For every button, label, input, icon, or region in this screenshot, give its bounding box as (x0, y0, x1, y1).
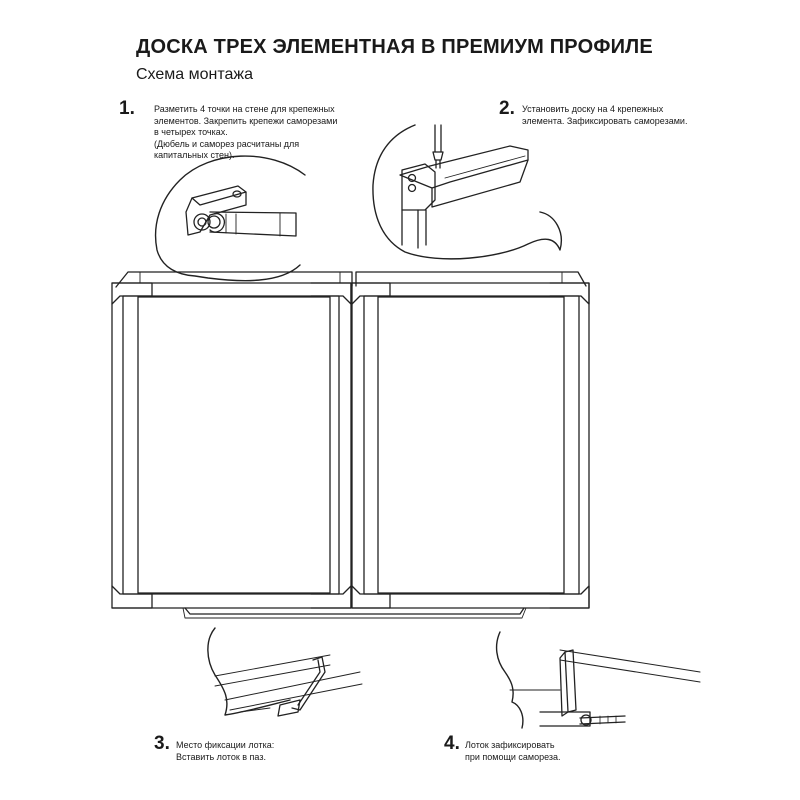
step-4-number: 4. (444, 733, 460, 754)
step-1-number: 1. (119, 98, 135, 119)
step-4-text: Лоток зафиксировать при помощи самореза. (465, 740, 561, 762)
callout-bubble (156, 156, 305, 281)
step-3-callout-tray-slot (208, 628, 362, 716)
step-1-text: Разметить 4 точки на стене для крепежных элементов. Закрепить крепежи саморезами в четырех точках. (Дюбель и саморез расчитаны для капитальных стен). (154, 104, 338, 160)
step-1-callout-bracket (156, 156, 305, 281)
marker-tray (185, 608, 524, 614)
step-3-number: 3. (154, 733, 170, 754)
callout-bubble (497, 632, 523, 728)
panel-left (112, 283, 351, 608)
step-3-text: Место фиксации лотка: Вставить лоток в паз. (176, 740, 275, 762)
callout-bubble (373, 125, 561, 259)
panel-right (352, 283, 589, 608)
page-subtitle: Схема монтажа (136, 66, 253, 83)
page-title: ДОСКА ТРЕХ ЭЛЕМЕНТНАЯ В ПРЕМИУМ ПРОФИЛЕ (136, 36, 653, 58)
step-2-callout-corner (373, 125, 561, 259)
callout-bubble (208, 628, 290, 715)
step-4-callout-tray-screw (497, 632, 700, 728)
whiteboard-main (112, 272, 589, 618)
step-2-number: 2. (499, 98, 515, 119)
step-2-text: Установить доску на 4 крепежных элемента. Зафиксировать саморезами. (522, 104, 688, 126)
